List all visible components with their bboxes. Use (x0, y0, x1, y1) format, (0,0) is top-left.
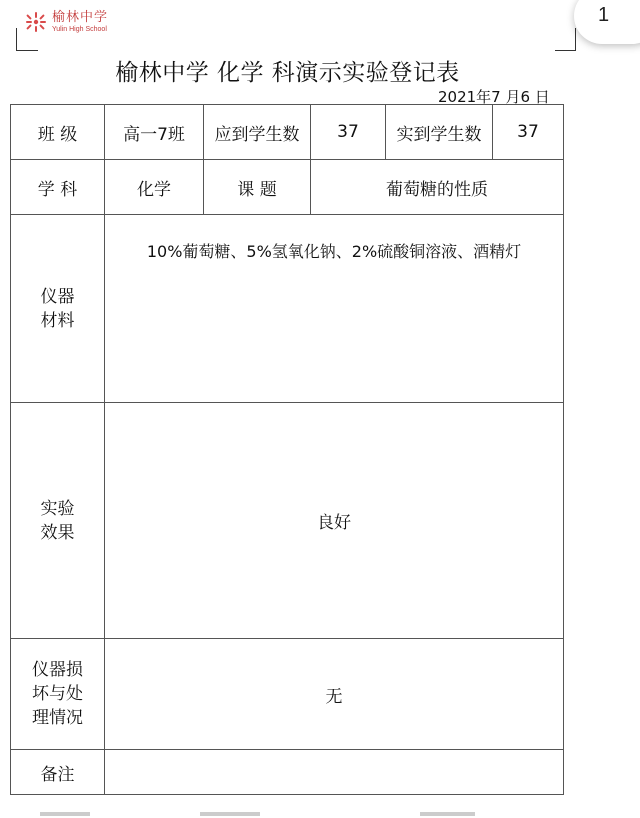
damage-label-line-1: 仪器损 (32, 660, 83, 680)
materials-label-line-1: 仪器 (40, 286, 75, 307)
materials-label-line-2: 材料 (40, 310, 75, 331)
subject-value: 化学 (105, 160, 204, 215)
effect-value: 良好 (105, 403, 564, 639)
page-number: 1 (598, 4, 610, 26)
effect-label-line-2: 效果 (40, 522, 75, 543)
expected-students-value: 37 (311, 105, 386, 160)
actual-students-label: 实到学生数 (386, 105, 493, 160)
page-number-badge[interactable] (574, 0, 640, 44)
school-logo (24, 10, 108, 34)
actual-students-value: 37 (493, 105, 564, 160)
expected-students-label: 应到学生数 (204, 105, 311, 160)
remarks-label: 备注 (11, 750, 105, 795)
registration-table (10, 104, 564, 795)
subject-label: 学 科 (11, 160, 105, 215)
topic-label: 课 题 (204, 160, 311, 215)
crop-mark-right-horizontal (555, 50, 576, 51)
logo-english-name: Yulin High School (52, 26, 107, 33)
damage-label (11, 639, 105, 750)
crop-mark-left (16, 28, 17, 50)
materials-cell (105, 215, 564, 403)
crop-mark-left-horizontal (16, 50, 38, 51)
table-row (11, 403, 564, 639)
damage-label-line-2: 坏与处 (32, 684, 83, 704)
materials-value: 10%葡萄糖、5%氢氧化钠、2%硫酸铜溶液、酒精灯 (146, 242, 522, 261)
logo-chinese-name: 榆林中学 (52, 10, 109, 25)
materials-label (11, 215, 105, 403)
effect-label-line-1: 实验 (40, 498, 75, 519)
table-row (11, 750, 564, 795)
table-row (11, 105, 564, 160)
flower-logo-icon (24, 10, 48, 34)
class-value: 高一7班 (105, 105, 204, 160)
damage-label-line-3: 理情况 (32, 708, 83, 728)
topic-value: 葡萄糖的性质 (311, 160, 564, 215)
effect-label (11, 403, 105, 639)
document-date: 2021年7 月6 日 (438, 88, 550, 106)
crop-mark-right (575, 28, 576, 50)
document-title: 榆林中学 化学 科演示实验登记表 (115, 60, 460, 86)
class-label: 班 级 (11, 105, 105, 160)
table-row (11, 215, 564, 403)
table-row (11, 639, 564, 750)
remarks-value (105, 750, 564, 795)
cut-off-next-row (0, 812, 640, 818)
damage-value: 无 (105, 639, 564, 750)
table-row (11, 160, 564, 215)
